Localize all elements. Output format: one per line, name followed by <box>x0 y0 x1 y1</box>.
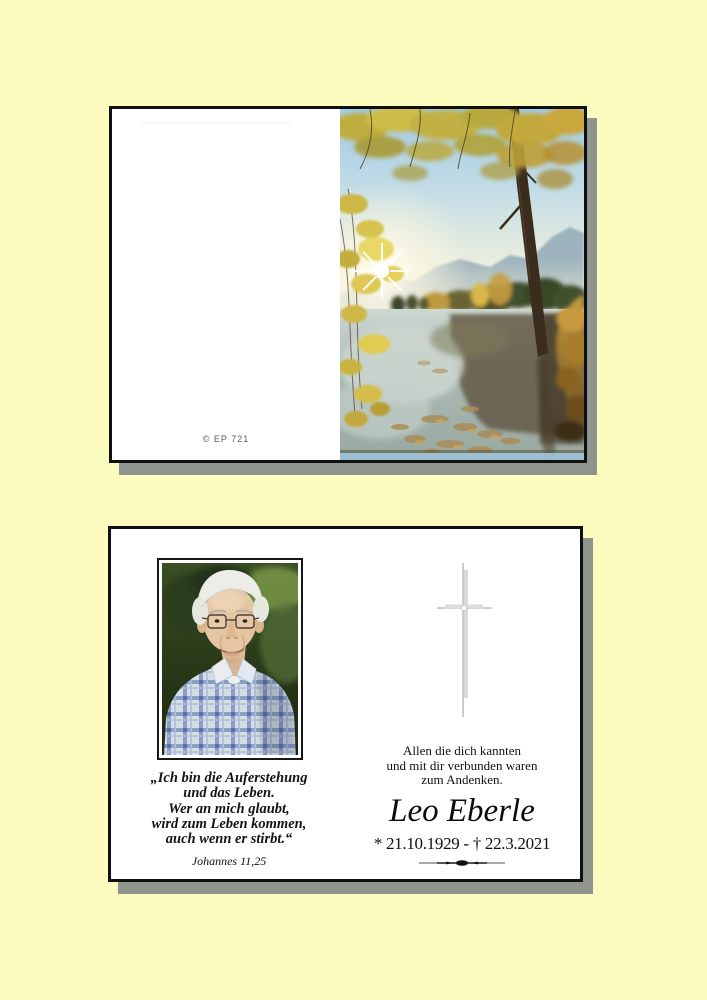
memorial-line: Allen die dich kannten <box>402 743 522 758</box>
autumn-lake-photo <box>340 109 584 460</box>
divider-ornament <box>417 858 507 868</box>
quote-line: und das Leben. <box>183 785 275 802</box>
portrait-photo <box>157 558 303 760</box>
publisher-code: © EP 721 <box>202 434 250 444</box>
quote-line: Wer an mich glaubt, <box>168 800 290 817</box>
cross-icon <box>431 560 511 720</box>
life-dates: * 21.10.1929 - † 22.3.2021 <box>373 834 551 853</box>
print-bleed-smudge <box>142 122 292 129</box>
memorial-line: und mit dir verbunden waren <box>386 757 538 773</box>
quote-line: auch wenn er stirbt.“ <box>165 831 293 848</box>
memorial-card-front <box>109 106 587 463</box>
memorial-line: zum Andenken. <box>421 772 503 788</box>
memorial-card-inside <box>108 526 583 882</box>
quote-line: wird zum Leben kommen, <box>151 815 307 832</box>
quote-source: Johannes 11,25 <box>191 854 267 869</box>
memorial-text <box>344 744 580 788</box>
deceased-name: Leo Eberle <box>389 793 535 829</box>
bible-quote <box>111 771 347 870</box>
quote-line: „Ich bin die Auferstehung <box>150 770 308 786</box>
